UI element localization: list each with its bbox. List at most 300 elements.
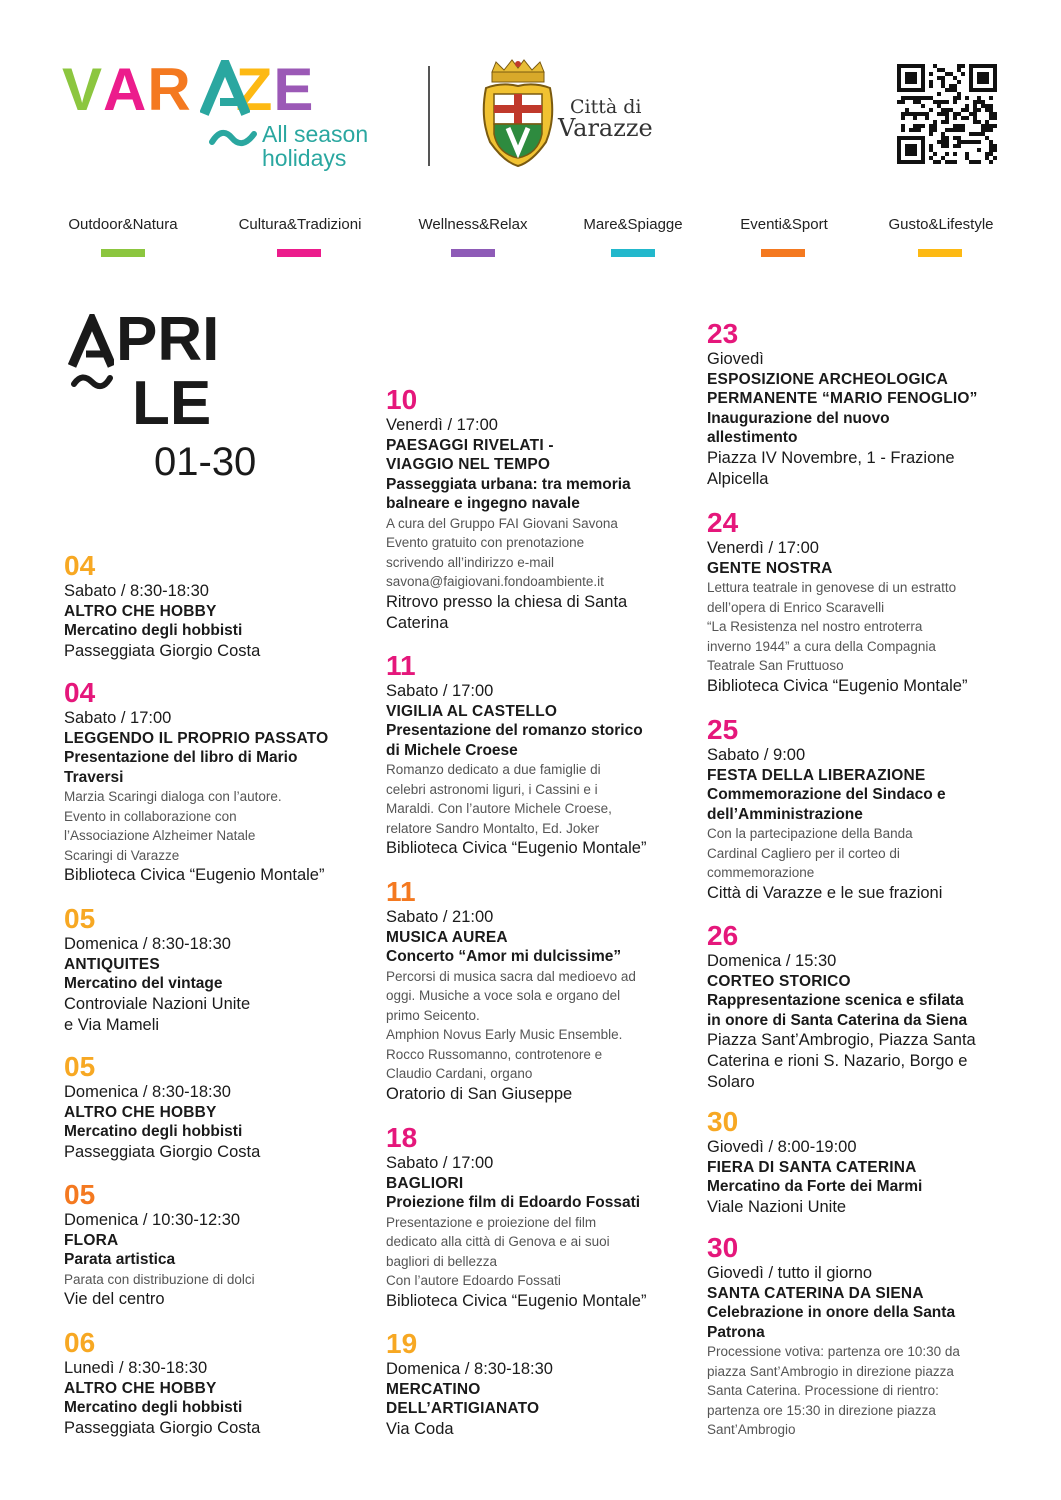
qr-module — [981, 100, 985, 104]
event-description-line: primo Seicento. — [386, 1007, 480, 1023]
event-card — [707, 320, 1002, 490]
qr-module — [981, 124, 985, 128]
event-title: FESTA DELLA LIBERAZIONE — [707, 766, 926, 784]
event-place: Controviale Nazioni Unite — [64, 994, 251, 1013]
event-subtitle: Rappresentazione scenica e sfilata — [707, 992, 964, 1009]
event-day: 23 — [707, 318, 739, 349]
qr-module — [941, 144, 945, 148]
category-color-bar — [451, 249, 495, 257]
event-title: FIERA DI SANTA CATERINA — [707, 1158, 917, 1176]
qr-module — [957, 112, 961, 116]
qr-module — [973, 140, 977, 144]
qr-module — [933, 120, 937, 124]
category-outdoor[interactable] — [63, 216, 183, 233]
event-description-line: Maraldi. Con l’autore Michele Croese, — [386, 801, 612, 816]
qr-module — [921, 104, 925, 108]
qr-module — [965, 116, 969, 120]
event-time: Sabato / 17:00 — [386, 682, 494, 700]
qr-module — [905, 96, 909, 100]
event-time: Sabato / 9:00 — [707, 746, 806, 764]
qr-module — [985, 156, 989, 160]
event-description-line: bagliori di bellezza — [386, 1253, 498, 1269]
event-description-line: Santa Caterina. Processione di rientro: — [707, 1383, 939, 1398]
event-card — [386, 1124, 686, 1312]
qr-module — [949, 84, 953, 88]
header-divider — [428, 66, 430, 166]
qr-module — [985, 128, 989, 132]
event-time: Lunedì / 8:30-18:30 — [64, 1359, 208, 1377]
qr-module — [957, 96, 961, 100]
qr-module — [957, 136, 961, 140]
qr-module — [945, 112, 949, 116]
event-place: Passeggiata Giorgio Costa — [64, 1418, 261, 1437]
event-title: VIGILIA AL CASTELLO — [386, 702, 558, 720]
event-day: 11 — [386, 876, 416, 907]
qr-module — [933, 64, 937, 68]
qr-module — [973, 132, 977, 136]
qr-module — [933, 124, 937, 128]
qr-module — [917, 100, 921, 104]
event-place: Alpicella — [707, 469, 769, 488]
qr-module — [909, 96, 913, 100]
event-place: Solaro — [707, 1073, 755, 1091]
qr-module — [941, 108, 945, 112]
event-subtitle: Mercatino da Forte dei Marmi — [707, 1178, 923, 1195]
qr-module — [953, 76, 957, 80]
qr-module — [901, 100, 905, 104]
event-subtitle: in onore di Santa Caterina da Siena — [707, 1011, 968, 1029]
qr-module — [949, 72, 953, 76]
qr-module — [917, 112, 921, 116]
qr-module — [961, 72, 965, 76]
qr-finder — [905, 72, 917, 84]
qr-module — [921, 112, 925, 116]
event-time: Sabato / 17:00 — [64, 709, 172, 727]
event-card — [386, 878, 686, 1105]
qr-module — [993, 124, 997, 128]
event-day: 24 — [707, 507, 739, 538]
month-name-line1: PRI — [116, 305, 220, 374]
event-subtitle: Inaugurazione del nuovo — [707, 409, 890, 427]
event-day: 06 — [64, 1327, 96, 1358]
qr-module — [949, 160, 953, 164]
event-description-line: l’Associazione Alzheimer Natale — [64, 828, 256, 843]
event-place: Biblioteca Civica “Eugenio Montale” — [386, 839, 647, 857]
qr-module — [981, 128, 985, 132]
qr-module — [973, 108, 977, 112]
qr-module — [933, 128, 937, 132]
qr-module — [929, 84, 933, 88]
qr-finder — [977, 72, 989, 84]
qr-module — [933, 152, 937, 156]
category-color-bar — [918, 249, 962, 257]
qr-module — [941, 120, 945, 124]
event-description — [707, 1342, 1002, 1440]
event-description-line: Presentazione e proiezione del film — [386, 1214, 597, 1230]
qr-module — [957, 140, 961, 144]
event-description-line: commemorazione — [707, 865, 815, 880]
qr-module — [941, 68, 945, 72]
event-description-line: Amphion Novus Early Music Ensemble. — [386, 1027, 623, 1042]
qr-module — [937, 92, 941, 96]
qr-module — [985, 152, 989, 156]
qr-module — [973, 112, 977, 116]
qr-module — [909, 112, 913, 116]
event-title: ALTRO CHE HOBBY — [64, 1379, 217, 1397]
event-place: Piazza Sant’Ambrogio, Piazza Santa — [707, 1031, 976, 1049]
event-subtitle: Mercatino degli hobbisti — [64, 622, 243, 639]
qr-module — [929, 156, 933, 160]
qr-module — [945, 152, 949, 156]
category-cultura[interactable] — [233, 216, 367, 233]
event-subtitle: Proiezione film di Edoardo Fossati — [386, 1194, 641, 1211]
event-time: Giovedì — [707, 350, 764, 368]
event-title: GENTE NOSTRA — [707, 559, 833, 577]
qr-module — [973, 120, 977, 124]
event-description-line: Processione votiva: partenza ore 10:30 da — [707, 1344, 960, 1359]
qr-module — [945, 144, 949, 148]
qr-module — [961, 140, 965, 144]
qr-module — [917, 124, 921, 128]
qr-module — [985, 120, 989, 124]
qr-module — [925, 96, 929, 100]
event-description-line: piazza Sant’Ambrogio in direzione piazza — [707, 1363, 954, 1379]
qr-module — [989, 140, 993, 144]
event-title: PERMANENTE “MARIO FENOGLIO” — [707, 390, 978, 407]
qr-module — [945, 120, 949, 124]
event-day: 05 — [64, 1179, 96, 1210]
qr-module — [929, 132, 933, 136]
event-description-line: A cura del Gruppo FAI Giovani Savona — [386, 515, 618, 531]
qr-module — [961, 108, 965, 112]
qr-module — [941, 76, 945, 80]
event-description-line: inverno 1944” a cura della Compagnia — [707, 638, 936, 654]
event-description-line: Marzia Scaringi dialoga con l’autore. — [64, 789, 282, 804]
event-description-line: Con l’autore Edoardo Fossati — [386, 1273, 561, 1288]
event-description-line: scrivendo all’indirizzo e-mail — [386, 554, 555, 570]
city-name-line2: Varazze — [558, 114, 653, 142]
qr-module — [909, 128, 913, 132]
event-description-line: Evento in collaborazione con — [64, 808, 237, 824]
event-day: 05 — [64, 1051, 96, 1082]
event-description-line: Scaringi di Varazze — [64, 847, 180, 863]
month-heading — [66, 305, 306, 490]
event-email-link[interactable]: savona@faigiovani.fondoambiente.it — [386, 574, 604, 589]
qr-module — [953, 116, 957, 120]
qr-module — [989, 104, 993, 108]
qr-module — [969, 132, 973, 136]
qr-module — [945, 140, 949, 144]
event-card — [707, 716, 1002, 904]
category-eventi[interactable] — [735, 216, 833, 233]
qr-module — [949, 128, 953, 132]
qr-module — [977, 96, 981, 100]
event-place: Città di Varazze e le sue frazioni — [707, 883, 943, 902]
qr-module — [937, 112, 941, 116]
qr-module — [945, 108, 949, 112]
qr-module — [961, 128, 965, 132]
event-description-line: Lettura teatrale in genovese di un estratto — [707, 580, 957, 595]
qr-module — [945, 88, 949, 92]
qr-module — [989, 128, 993, 132]
event-title: ESPOSIZIONE ARCHEOLOGICA — [707, 370, 949, 388]
qr-module — [977, 120, 981, 124]
qr-module — [985, 136, 989, 140]
qr-module — [901, 116, 905, 120]
event-title: SANTA CATERINA DA SIENA — [707, 1284, 924, 1302]
city-name-line1: Città di — [570, 96, 642, 118]
event-description — [64, 787, 364, 865]
event-description-line: relatore Sandro Montalto, Ed. Joker — [386, 820, 600, 836]
qr-finder — [905, 144, 917, 156]
qr-module — [929, 128, 933, 132]
qr-module — [957, 92, 961, 96]
qr-module — [989, 108, 993, 112]
category-mare[interactable] — [580, 216, 686, 233]
qr-module — [901, 112, 905, 116]
event-card — [707, 1108, 1002, 1218]
qr-module — [965, 96, 969, 100]
category-label: Eventi&Sport — [740, 216, 828, 233]
qr-module — [961, 124, 965, 128]
qr-module — [913, 124, 917, 128]
event-place: Biblioteca Civica “Eugenio Montale” — [386, 1291, 647, 1310]
event-time: Giovedì / tutto il giorno — [707, 1264, 873, 1282]
event-description: Parata con distribuzione di dolci — [64, 1271, 255, 1287]
qr-module — [941, 80, 945, 84]
event-description-line: Cardinal Cagliero per il corteo di — [707, 845, 900, 861]
event-day: 04 — [64, 550, 96, 581]
qr-module — [901, 128, 905, 132]
category-wellness[interactable] — [416, 216, 530, 233]
event-subtitle: Traversi — [64, 768, 124, 786]
qr-module — [973, 116, 977, 120]
qr-module — [981, 132, 985, 136]
event-subtitle: Passeggiata urbana: tra memoria — [386, 475, 631, 493]
event-description-line: dedicato alla città di Genova e ai suoi — [386, 1234, 610, 1249]
logo-tagline: holidays — [262, 145, 347, 171]
event-title: LEGGENDO IL PROPRIO PASSATO — [64, 729, 329, 747]
event-title: MERCATINO — [386, 1380, 481, 1398]
event-time: Venerdì / 17:00 — [386, 416, 498, 434]
event-place: Piazza IV Novembre, 1 - Frazione — [707, 448, 955, 467]
logo-letter: R — [147, 56, 192, 123]
event-description-line: celebri astronomi liguri, i Cassini e i — [386, 781, 598, 797]
qr-module — [965, 108, 969, 112]
event-description — [707, 578, 1002, 676]
qr-module — [989, 112, 993, 116]
event-card — [707, 1234, 1002, 1440]
qr-module — [953, 124, 957, 128]
event-day: 30 — [707, 1232, 739, 1263]
event-subtitle: Commemorazione del Sindaco e — [707, 786, 946, 803]
qr-module — [989, 144, 993, 148]
event-description-line: Teatrale San Fruttuoso — [707, 658, 844, 673]
qr-module — [917, 96, 921, 100]
qr-module — [913, 116, 917, 120]
qr-module — [953, 88, 957, 92]
event-subtitle: allestimento — [707, 429, 798, 446]
qr-module — [913, 96, 917, 100]
event-day: 10 — [386, 384, 418, 415]
qr-module — [985, 104, 989, 108]
qr-module — [953, 160, 957, 164]
logo-letter: E — [273, 56, 315, 123]
event-subtitle: balneare e ingegno navale — [386, 495, 580, 512]
event-subtitle: dell’Amministrazione — [707, 805, 863, 823]
event-description-line: Romanzo dedicato a due famiglie di — [386, 762, 601, 777]
event-description — [386, 514, 686, 592]
event-subtitle: di Michele Croese — [386, 741, 518, 759]
event-description — [386, 967, 686, 1084]
city-crest-icon — [478, 58, 558, 170]
category-gusto[interactable] — [882, 216, 1000, 233]
qr-module — [945, 100, 949, 104]
qr-module — [905, 108, 909, 112]
event-description-line: Percorsi di musica sacra dal medioevo ad — [386, 968, 636, 984]
event-place: Vie del centro — [64, 1290, 165, 1308]
event-title: BAGLIORI — [386, 1174, 464, 1192]
event-title: ALTRO CHE HOBBY — [64, 1103, 217, 1121]
event-card — [707, 922, 1002, 1093]
qr-module — [901, 96, 905, 100]
category-color-bar — [277, 249, 321, 257]
event-place: Viale Nazioni Unite — [707, 1197, 847, 1216]
qr-module — [989, 148, 993, 152]
logo-letter: Z — [235, 56, 274, 123]
event-subtitle: Concerto “Amor mi dulcissime” — [386, 948, 622, 965]
qr-module — [945, 160, 949, 164]
qr-module — [949, 108, 953, 112]
logo-wordmark — [62, 56, 315, 123]
qr-module — [957, 64, 961, 68]
category-color-bar — [101, 249, 145, 257]
qr-module — [929, 72, 933, 76]
qr-module — [957, 68, 961, 72]
qr-module — [969, 160, 973, 164]
qr-module — [957, 128, 961, 132]
qr-module — [977, 100, 981, 104]
event-place: Passeggiata Giorgio Costa — [64, 641, 261, 660]
event-subtitle: Patrona — [707, 1323, 765, 1341]
qr-module — [929, 124, 933, 128]
event-card — [64, 552, 364, 662]
event-day: 19 — [386, 1328, 418, 1359]
event-time: Domenica / 8:30-18:30 — [64, 935, 231, 953]
qr-module — [993, 112, 997, 116]
event-description-line: Evento gratuito con prenotazione — [386, 535, 585, 550]
event-day: 04 — [64, 677, 96, 708]
qr-module — [913, 128, 917, 132]
event-time: Venerdì / 17:00 — [707, 539, 819, 557]
qr-module — [989, 96, 993, 100]
qr-module — [953, 112, 957, 116]
event-title: DELL’ARTIGIANATO — [386, 1400, 540, 1417]
qr-module — [929, 80, 933, 84]
event-card — [386, 652, 686, 859]
event-description-line: Sant’Ambrogio — [707, 1422, 796, 1437]
event-subtitle: Parata artistica — [64, 1251, 176, 1268]
qr-module — [921, 124, 925, 128]
qr-module — [945, 72, 949, 76]
qr-module — [917, 128, 921, 132]
qr-module — [953, 144, 957, 148]
event-card — [386, 386, 686, 634]
qr-module — [957, 124, 961, 128]
event-day: 11 — [386, 650, 416, 681]
qr-module — [989, 124, 993, 128]
qr-module — [965, 140, 969, 144]
event-card — [707, 509, 1002, 697]
event-place: Biblioteca Civica “Eugenio Montale” — [707, 676, 968, 695]
qr-module — [989, 160, 993, 164]
category-color-bar — [761, 249, 805, 257]
logo-a-mark-icon — [200, 60, 250, 122]
qr-module — [937, 160, 941, 164]
logo-tagline: All season — [262, 121, 369, 147]
event-time: Sabato / 17:00 — [386, 1154, 494, 1172]
event-time: Sabato / 21:00 — [386, 908, 494, 926]
qr-module — [993, 148, 997, 152]
qr-module — [965, 152, 969, 156]
event-description-line: dell’opera di Enrico Scaravelli — [707, 599, 885, 615]
event-subtitle: Presentazione del libro di Mario — [64, 749, 298, 766]
varazze-logo — [62, 56, 392, 175]
month-name-line2: LE — [132, 369, 212, 438]
qr-module — [937, 100, 941, 104]
qr-module — [993, 116, 997, 120]
event-title: MUSICA AUREA — [386, 928, 508, 946]
event-description — [386, 760, 686, 838]
qr-module — [977, 160, 981, 164]
qr-module — [905, 112, 909, 116]
event-title: CORTEO STORICO — [707, 972, 851, 990]
qr-module — [961, 64, 965, 68]
event-place: Biblioteca Civica “Eugenio Montale” — [64, 866, 325, 884]
category-label: Wellness&Relax — [418, 216, 528, 233]
event-card — [64, 1329, 364, 1439]
qr-module — [969, 112, 973, 116]
event-description-line: Con la partecipazione della Banda — [707, 826, 913, 841]
event-time: Sabato / 8:30-18:30 — [64, 582, 209, 600]
qr-module — [945, 136, 949, 140]
qr-module — [953, 96, 957, 100]
qr-module — [925, 116, 929, 120]
event-place: e Via Mameli — [64, 1015, 160, 1034]
category-label: Cultura&Tradizioni — [238, 216, 362, 233]
qr-module — [993, 144, 997, 148]
event-title: FLORA — [64, 1231, 119, 1249]
month-a-mark-icon — [68, 314, 114, 434]
event-subtitle: Mercatino degli hobbisti — [64, 1123, 243, 1140]
qr-module — [989, 116, 993, 120]
event-subtitle: Mercatino del vintage — [64, 975, 223, 992]
event-description-line: “La Resistenza nel nostro entroterra — [707, 619, 923, 634]
event-time: Domenica / 15:30 — [707, 952, 837, 970]
qr-module — [957, 144, 961, 148]
qr-module — [941, 132, 945, 136]
event-description-line: oggi. Musiche a voce sola e organo del — [386, 988, 621, 1003]
qr-module — [993, 156, 997, 160]
qr-module — [941, 112, 945, 116]
qr-module — [941, 84, 945, 88]
qr-module — [953, 136, 957, 140]
event-place: Caterina — [386, 613, 449, 632]
event-time: Giovedì / 8:00-19:00 — [707, 1138, 857, 1156]
logo-letter: A — [103, 56, 148, 123]
event-title: VIAGGIO NEL TEMPO — [386, 456, 551, 473]
qr-module — [945, 116, 949, 120]
